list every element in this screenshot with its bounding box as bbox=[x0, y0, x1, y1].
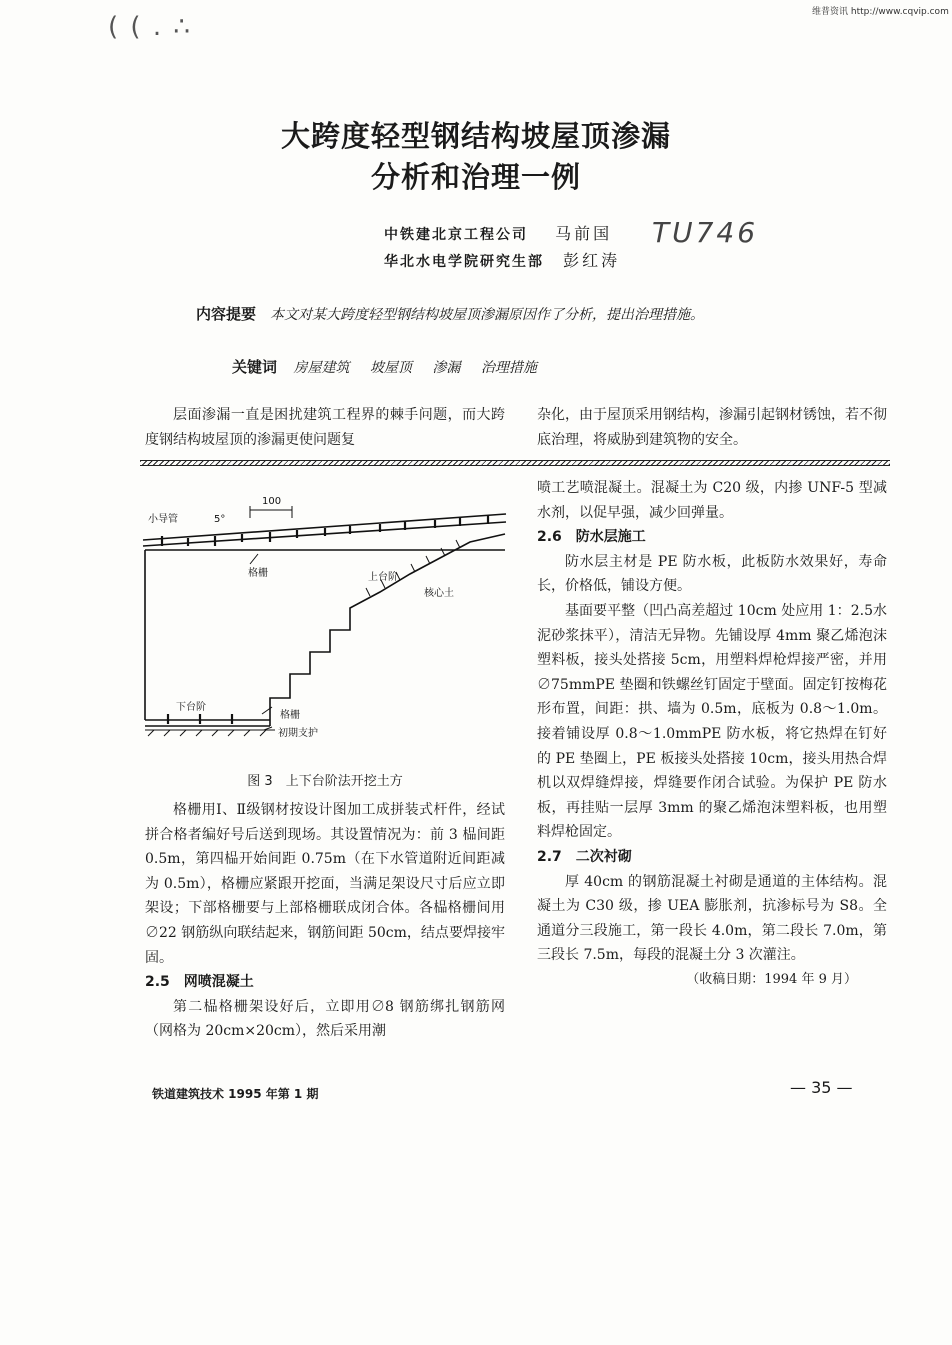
journal-footer: 铁道建筑技术 1995 年第 1 期 bbox=[152, 1087, 319, 1101]
abstract bbox=[196, 300, 876, 329]
section-heading-2-7: 2.7 二次衬砌 bbox=[537, 848, 632, 865]
label-spacing: 100 bbox=[262, 496, 282, 507]
handwritten-scribble: ( ( . ∴ bbox=[108, 12, 192, 42]
section-heading-2-5: 2.5 网喷混凝土 bbox=[145, 974, 254, 991]
label-support: 初期支护 bbox=[278, 728, 318, 739]
left-column-body bbox=[145, 798, 505, 1044]
paragraph-2-6a: 防水层主材是 PE 防水板，此板防水效果好，寿命长，价格低，铺设方便。 bbox=[537, 553, 887, 595]
label-core-soil: 核心土 bbox=[424, 588, 454, 599]
abstract-label: 内容提要 bbox=[196, 305, 257, 323]
keywords bbox=[232, 356, 553, 377]
figure-3-excavation-diagram bbox=[140, 492, 510, 752]
paragraph-2-7: 厚 40cm 的钢筋混凝土衬砌是通道的主体结构。混凝土为 C30 级，掺 UEA 膨胀剂，抗渗标号为 S8。全通道分三段施工，第一段长 4.0m，第二段长 7.0m，第三段长 7.5m，每段的混凝土分 3 次灌注。 bbox=[537, 873, 887, 964]
label-grid-top: 格栅 bbox=[248, 568, 268, 579]
abstract-text: 本文对某大跨度轻型钢结构坡屋顶渗漏原因作了分析，提出治理措施。 bbox=[270, 307, 705, 323]
affiliation-org: 中铁建北京工程公司 bbox=[384, 227, 528, 243]
label-pipe: 小导管 bbox=[148, 514, 178, 525]
section-divider bbox=[140, 460, 890, 466]
label-lower-step: 下台阶 bbox=[176, 702, 206, 713]
affiliation-2 bbox=[384, 248, 620, 271]
handwritten-classification-number: TU746 bbox=[652, 216, 759, 249]
affiliation-1 bbox=[384, 221, 612, 244]
keywords-label: 关键词 bbox=[232, 358, 278, 376]
intro-left: 层面渗漏一直是困扰建筑工程界的棘手问题，而大跨度钢结构坡屋顶的渗漏更使问题复 bbox=[145, 407, 505, 448]
paragraph-2-5: 第二榀格栅架设好后，立即用∅8 钢筋绑扎钢筋网（网格为 20cm×20cm），然后采用潮 bbox=[145, 998, 505, 1040]
keyword: 渗漏 bbox=[432, 360, 461, 376]
keyword: 房屋建筑 bbox=[293, 360, 350, 376]
label-angle: 5° bbox=[214, 514, 226, 525]
page-number: — 35 — bbox=[790, 1078, 853, 1097]
right-column-body bbox=[537, 476, 887, 992]
figure-caption: 图 3 上下台阶法开挖土方 bbox=[247, 774, 403, 789]
roof-line bbox=[143, 514, 506, 540]
step-profile bbox=[270, 534, 505, 726]
intro-right: 杂化，由于屋顶采用钢结构，渗漏引起钢材锈蚀，若不彻底治理，将威胁到建筑物的安全。 bbox=[537, 407, 887, 448]
author-name: 彭红涛 bbox=[563, 251, 621, 270]
label-upper-step: 上台阶 bbox=[368, 572, 398, 583]
paragraph-2-6b: 基面要平整（凹凸高差超过 10cm 处应用 1：2.5水泥砂浆抹平），清洁无异物。先铺设厚 4mm 聚乙烯泡沫塑料板，接头处搭接 5cm，用塑料焊枪焊接严密，并用∅75mmPE 垫圈和铁螺丝钉固定于壁面。固定钉按梅花形布置，间距：拱、墙为 0.5m，底板为 0.8～1.0m。接着铺设厚 0.8～1.0mmPE 防水板，将它热焊在钉好的 PE 垫圈上，PE 板接头处搭接 10cm，接头用热合焊机以双焊缝焊接，焊缝要作闭合试验。为保护 PE 防水板，再挂贴一层厚 3mm 的聚乙烯泡沫塑料板，也用塑料焊枪固定。 bbox=[537, 602, 887, 841]
title-line-1: 大跨度轻型钢结构坡屋顶渗漏 bbox=[280, 119, 671, 153]
affiliation-org: 华北水电学院研究生部 bbox=[384, 254, 544, 270]
author-name: 马前国 bbox=[555, 224, 613, 243]
paragraph-grid: 格栅用Ⅰ、Ⅱ级钢材按设计图加工成拼装式杆件，经试拼合格者编好号后送到现场。其设置情况为：前 3 榀间距 0.5m，第四榀开始间距 0.75m（在下水管道附近间距减为 0.5m），格栅应紧跟开挖面，当满足架设尺寸后应立即架设；下部格栅要与上部格栅联成闭合体。各榀格栅间用∅22 钢筋纵向联结起来，钢筋间距 50cm，结点要焊接牢固。 bbox=[145, 802, 505, 966]
keyword: 坡屋顶 bbox=[369, 360, 412, 376]
paragraph-continued: 喷工艺喷混凝土。混凝土为 C20 级，内掺 UNF-5 型减水剂，以促早强，减少回弹量。 bbox=[537, 480, 887, 521]
keyword: 治理措施 bbox=[480, 360, 537, 376]
received-date: （收稿日期：1994 年 9 月） bbox=[686, 971, 857, 987]
source-watermark: 维普资讯 http://www.cqvip.com bbox=[812, 7, 949, 17]
section-heading-2-6: 2.6 防水层施工 bbox=[537, 529, 646, 546]
label-grid-bottom: 格栅 bbox=[280, 710, 300, 721]
title-line-2: 分析和治理一例 bbox=[370, 160, 581, 194]
